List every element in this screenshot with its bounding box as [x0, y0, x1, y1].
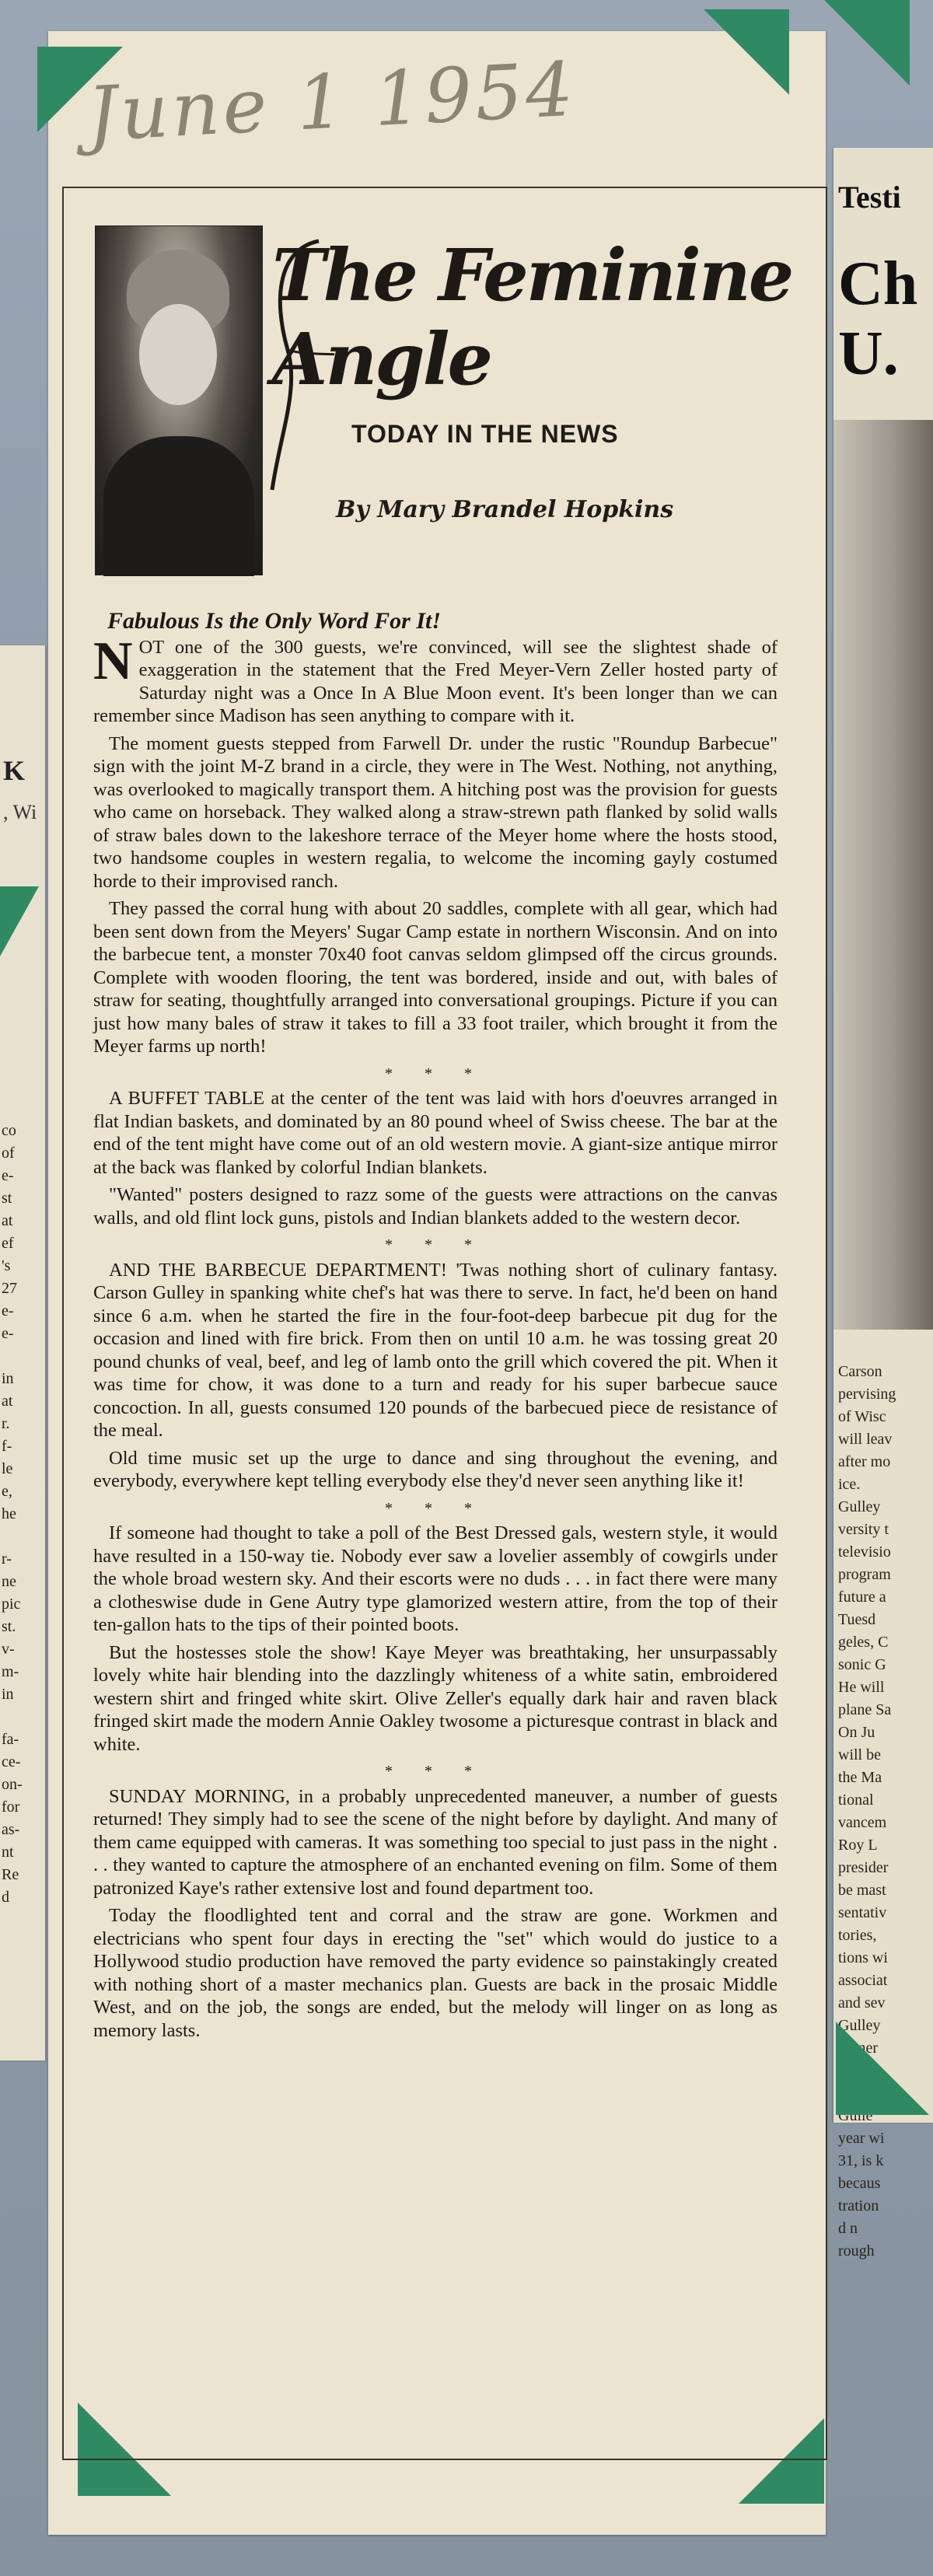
left-clipping-line: st.	[2, 1618, 16, 1635]
photo-corner-top-right-neighbor	[824, 0, 910, 86]
right-clipping-line: On Ju	[838, 1724, 875, 1741]
left-clipping-line: in	[2, 1370, 14, 1387]
left-clipping-line: d	[2, 1889, 9, 1906]
right-clipping-line: tories,	[838, 1927, 877, 1944]
right-clipping-line: Tuesd	[838, 1611, 876, 1628]
left-clipping-line: in	[2, 1686, 14, 1703]
section-separator: * * *	[385, 1499, 486, 1517]
right-clipping-line: sentativ	[838, 1904, 887, 1921]
right-clipping-line: ice.	[838, 1476, 861, 1493]
left-clipping-line: Re	[2, 1866, 19, 1883]
left-clipping-line: v-	[2, 1641, 15, 1658]
left-clipping-line: on-	[2, 1776, 23, 1793]
right-clipping-line: presider	[838, 1859, 889, 1876]
article-paragraph: Today the floodlighted tent and corral and the straw are gone. Workmen and electricians who spent four days in erecting the "set" which would do justice to a Hollywood studio production have removed the party evidence so painstakingly created with nothing short of a master mechanics plan. Guests are back in the prosaic Middle West, and on the job, the songs are ended, but the melody will linger on as long as memory lasts.	[93, 1905, 778, 2041]
right-clipping-line: rough	[838, 2242, 875, 2260]
right-clipping-line: tional	[838, 1791, 874, 1809]
left-clipping-line: e-	[2, 1302, 14, 1319]
left-clipping-line	[2, 1526, 44, 1548]
right-clipping-line: Gulley	[838, 2017, 881, 2034]
article-paragraph: The moment guests stepped from Farwell Dr. under the rustic "Roundup Barbecue" sign with the joint M-Z brand in a circle, they were in The West. Nothing, not anything, was overlooked to magically transport them. A hitching post was the provision for guests who came on horseback. They walked along a straw-strewn path flanked by solid walls of straw bales down to the lakeshore terrace of the Meyer home where the hosts stood, two handsome couples in western regalia, to welcome the incoming gayly costumed horde to their improvised ranch.	[93, 732, 778, 892]
right-clipping-line: versity t	[838, 1521, 889, 1538]
right-adjacent-clipping	[833, 148, 933, 2260]
left-clipping-line: r.	[2, 1415, 10, 1432]
right-clipping-line: tration	[838, 2197, 879, 2214]
handwritten-date: June 1 1954	[85, 45, 578, 159]
left-clipping-line: as-	[2, 1821, 20, 1838]
right-clipping-line: tions wi	[838, 1949, 888, 1966]
left-clipping-line: e,	[2, 1483, 12, 1500]
section-separator: * * *	[385, 1064, 486, 1082]
right-clipping-line: plane Sa	[838, 1701, 892, 1718]
left-clipping-line: at	[2, 1212, 13, 1229]
column-title: The Feminine Angle	[272, 233, 792, 401]
left-clipping-sub: , Wi	[3, 801, 37, 823]
article-paragraph: But the hostesses stole the show! Kaye Meyer was breathtaking, her unsurpassably lovely white hair blending into the dazzlingly whiteness of a white satin, embroidered western shirt and fringed white skirt. Olive Zeller's equally dark hair and raven black fringed skirt made the modern Annie Oakley twosome a picturesque contrast in black and white.	[93, 1641, 778, 1755]
right-clipping-headline-line: Ch	[838, 250, 918, 318]
right-clipping-line: televisio	[838, 1543, 891, 1561]
right-clipping-line: will leav	[838, 1431, 893, 1448]
right-clipping-line: becaus	[838, 2175, 881, 2192]
right-clipping-line: associat	[838, 1972, 888, 1989]
right-clipping-line: Gulle	[838, 2107, 873, 2124]
right-clipping-line: sonic G	[838, 1656, 886, 1673]
byline: By Mary Brandel Hopkins	[336, 496, 674, 523]
left-clipping-line	[2, 1345, 44, 1368]
left-clipping-line: fa-	[2, 1731, 19, 1748]
right-clipping-line: after mo	[838, 1453, 891, 1470]
article-paragraph: A BUFFET TABLE at the center of the tent was laid with hors d'oeuvres arranged in flat Indian baskets, and dominated by an 80 pound wheel of Swiss cheese. The bar at the end of the tent might have come out of an old western movie. A giant-size antique mirror at the back was flanked by colorful Indian blankets.	[93, 1088, 778, 1178]
left-clipping-line	[2, 1706, 44, 1728]
photo-corner-top-left	[37, 47, 123, 132]
right-clipping-line: d n	[838, 2220, 858, 2237]
right-clipping-line: He will	[838, 1679, 885, 1696]
right-clipping-line: of Wisc	[838, 1408, 886, 1425]
left-clipping-line: e-	[2, 1167, 14, 1184]
article-paragraph: AND THE BARBECUE DEPARTMENT! 'Twas nothing short of culinary fantasy. Carson Gulley in spanking white chef's hat was there to serve. In fact, he'd been on hand since 6 a.m. when he started the fire in the four-foot-deep barbecue pit dug for the occasion and lined with fire brick. From then on until 10 a.m. he was tossing great 20 pound chunks of veal, beef, and leg of lamb onto the grill which covered the pit. When it was time for chow, it was done to a turn and ready for his super barbecue sauce concoction. In all, guests consumed 120 pounds of the barbecued piece de resistance of the meal.	[93, 1259, 778, 1441]
right-clipping-line: geles, C	[838, 1634, 889, 1651]
left-clipping-line: he	[2, 1505, 16, 1522]
left-clipping-line: f-	[2, 1438, 12, 1455]
left-clipping-line: 27	[2, 1280, 17, 1297]
right-clipping-photo	[833, 420, 933, 1330]
article-paragraph: NOT one of the 300 guests, we're convinced, will see the slightest shade of exaggeration in the statement that the Fred Meyer-Vern Zeller hosted party of Saturday night was a Once In A Blue Moon event. It's been longer than we can remember since Madison has seen anything to compare with it.	[93, 631, 778, 726]
left-clipping-line: le	[2, 1460, 13, 1477]
right-clipping-line: year wi	[838, 2130, 885, 2147]
left-clipping-line: r-	[2, 1550, 12, 1568]
right-clipping-text	[838, 1361, 931, 2263]
article-paragraph: SUNDAY MORNING, in a probably unprecedented maneuver, a number of guests returned! They simply had to see the scene of the night before by daylight. And many of them came equipped with cameras. It was something too special to just pass in the night . . . they wanted to capture the atmosphere of an enchanted evening on film. Some of them patronized Kaye's rather extensive lost and found department too.	[93, 1785, 778, 1899]
drop-cap: N	[93, 631, 133, 691]
right-clipping-line: pervising	[838, 1386, 896, 1403]
right-clipping-line: Gulley	[838, 1498, 881, 1515]
left-clipping-line: 's	[2, 1257, 11, 1274]
article-paragraph: They passed the corral hung with about 20 saddles, complete with all gear, which had been sent down from the Meyers' Sugar Camp estate in northern Wisconsin. And on into the barbecue tent, a monster 70x40 foot canvas seldom glimpsed off the circus grounds. Complete with wooden flooring, the tent was bordered, inside and out, with bales of straw for seating, thoughtfully arranged into conversational groupings. Picture if you can just how many bales of straw it takes to fill a 33 foot trailer, which brought it from the Meyer farms up north!	[93, 898, 778, 1057]
left-clipping-line: of	[2, 1145, 15, 1162]
column-subtitle: TODAY IN THE NEWS	[351, 420, 619, 448]
right-clipping-headline-line: U.	[838, 320, 899, 388]
right-clipping-line: dinner	[838, 2039, 879, 2057]
right-clipping-line: program	[838, 1566, 891, 1583]
right-clipping-head: Testi	[838, 180, 901, 215]
right-clipping-line: Lodge	[838, 2062, 879, 2079]
article-headline: Fabulous Is the Only Word For It!	[107, 608, 442, 634]
photo-corner-neighbor	[836, 2022, 929, 2115]
photo-corner-left-neighbor	[0, 886, 39, 956]
left-adjacent-clipping	[0, 645, 45, 2060]
section-separator: * * *	[385, 1236, 486, 1253]
left-clipping-line: at	[2, 1393, 13, 1410]
article-body	[93, 606, 778, 2046]
left-clipping-line: st	[2, 1190, 12, 1207]
left-clipping-line: for	[2, 1798, 20, 1816]
article-paragraph: Old time music set up the urge to dance and sing throughout the evening, and everybody, everywhere kept telling everybody else they'd never seen anything like it!	[93, 1447, 778, 1491]
right-clipping-line: be mast	[838, 1882, 886, 1899]
left-clipping-line: nt	[2, 1844, 14, 1861]
right-clipping-line: future a	[838, 1589, 886, 1606]
right-clipping-line: Roy L	[838, 1837, 878, 1854]
right-clipping-line: and sev	[838, 1994, 886, 2012]
right-clipping-line: will be	[838, 1746, 881, 1763]
left-clipping-line: co	[2, 1122, 16, 1139]
author-portrait	[95, 225, 263, 575]
left-clipping-line: e-	[2, 1325, 14, 1342]
article-paragraph: If someone had thought to take a poll of the Best Dressed gals, western style, it would have resulted in a 150-way tie. Nobody ever saw a lovelier assembly of cowgirls under the whole broad western sky. And their escorts were no duds . . . in fact there were many a clotheswise dude in Gene Autry type glamorized western attire, from the top of their ten-gallon hats to the tips of their pointed boots.	[93, 1522, 778, 1635]
left-clipping-line: pic	[2, 1596, 21, 1613]
left-clipping-line: m-	[2, 1663, 19, 1680]
left-clipping-head: K	[3, 755, 26, 786]
right-clipping-headline	[838, 249, 917, 389]
right-clipping-line: 31, is k	[838, 2152, 884, 2169]
left-clipping-text	[2, 1120, 44, 1909]
right-clipping-line: Carson	[838, 1363, 882, 1380]
section-separator: * * *	[385, 1763, 486, 1780]
article-paragraph: "Wanted" posters designed to razz some of the guests were attractions on the canvas walls, and old flint lock guns, pistols and Indian blankets added to the western decor.	[93, 1184, 778, 1229]
photo-corner-top-right	[704, 9, 789, 95]
right-clipping-line: vancem	[838, 1814, 887, 1831]
right-clipping-line: the Ma	[838, 1769, 882, 1786]
left-clipping-line: ef	[2, 1235, 14, 1252]
left-clipping-line: ne	[2, 1573, 16, 1590]
left-clipping-line: ce-	[2, 1753, 21, 1770]
